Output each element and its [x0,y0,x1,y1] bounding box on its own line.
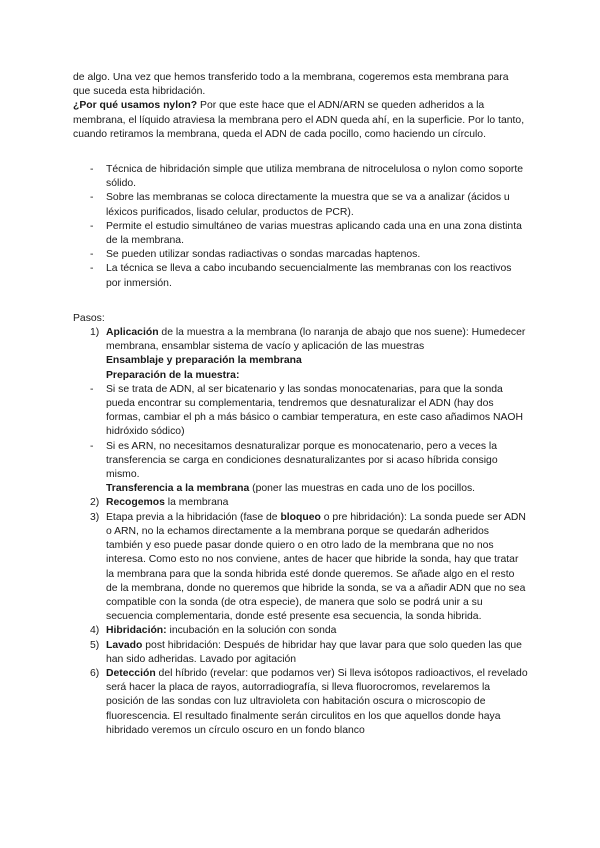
intro-paragraph: de algo. Una vez que hemos transferido todo a la membrana, cogeremos esta membrana para que suceda esta hibridación. [73,72,509,98]
step-5-title: Lavado [106,639,143,651]
dash-marker: - [90,220,94,232]
list-item [73,248,528,262]
list-item-text: Permite el estudio simultáneo de varias muestras aplicando cada una en una zona distinta de la membrana. [106,220,522,247]
list-item [73,163,528,191]
transfer-line [73,482,528,496]
step-number: 2) [90,497,100,509]
sub-list-item-text: Si es ARN, no necesitamos desnaturalizar porque es monocatenario, pero a veces la transferencia se carga en condiciones desnaturalizantes por si acaso híbrida consigo mismo. [106,440,498,481]
list-item [73,191,528,219]
dash-marker: - [90,164,94,176]
steps-label: Pasos: [73,312,105,324]
step-3-title: bloqueo [280,511,321,523]
step-4 [73,624,528,638]
sample-prep-heading: Preparación de la muestra: [106,369,240,381]
step-2-title: Recogemos [106,497,165,509]
sub-list-item [73,383,528,440]
step-2 [73,496,528,510]
transfer-text: (poner las muestras en cada uno de los pocillos. [249,483,476,495]
transfer-title: Transferencia a la membrana [106,483,250,495]
list-item [73,220,528,248]
step-3 [73,511,528,625]
step-1-title: Aplicación [106,327,159,339]
step-4-text: incubación en la solución con sonda [166,625,337,637]
step-1-text: de la muestra a la membrana (lo naranja de abajo que nos suene): Humedecer membrana, ensamblar sistema de vacío y aplicación de las muestras [106,327,526,353]
dash-marker: - [90,249,94,261]
step-6-title: Detección [106,667,156,679]
dash-marker: - [90,192,94,204]
feature-list [73,163,528,291]
sub-list-item-text: Si se trata de ADN, al ser bicatenario y las sondas monocatenarias, para que la sonda pueda encontrar su complementaria, tendremos que desnaturalizar el ADN (hay dos formas, cambiar el ph a más básico o cambiar temperatura, en este caso añadimos NAOH hidróxido sódico) [106,383,523,438]
list-item-text: La técnica se lleva a cabo incubando secuencialmente las membranas con los reactivos por inmersión. [106,263,512,289]
list-item-text: Sobre las membranas se coloca directamente la muestra que se va a analizar (ácidos u léxicos purificados, lisado celular, productos de PCR). [106,192,510,218]
dash-marker: - [90,440,94,452]
step-6-text: del híbrido (revelar: que podamos ver) Si lleva isótopos radioactivos, el revelado será hacer la placa de rayos, autorradiografía, si lleva fluorocromos, revelaremos la posición de las sondas con luz ultravioleta con habitación oscura o microscopio de fluorescencia. El resultado finalmente serán circulitos en los que aquellos donde haya hibridado veremos un círculo oscuro en un fondo blanco [106,667,528,736]
list-item-text: Se pueden utilizar sondas radiactivas o sondas marcadas haptenos. [106,249,421,261]
step-number: 1) [90,327,100,339]
nylon-paragraph [73,99,528,142]
step-6 [73,667,528,738]
dash-marker: - [90,383,94,395]
assembly-heading: Ensamblaje y preparación la membrana [106,355,302,367]
list-item-text: Técnica de hibridación simple que utiliza membrana de nitrocelulosa o nylon como soporte sólido. [106,164,524,190]
nylon-question: ¿Por qué usamos nylon? [73,100,198,112]
sub-list-item [73,440,528,483]
step-number: 6) [90,667,100,679]
step-number: 4) [90,625,100,637]
step-5 [73,639,528,667]
step-2-text: la membrana [164,497,229,509]
step-4-title: Hibridación: [106,625,167,637]
document-page [73,71,528,738]
step-5-text: post hibridación: Después de hibridar hay que lavar para que solo queden las que han sido adheridas. Lavado por agitación [106,639,522,665]
step-1 [73,326,528,383]
nylon-answer: Por que este hace que el ADN/ARN se queden adheridos a la membrana, el líquido atraviesa la membrana pero el ADN queda ahí, en la superficie. Por lo tanto, cuando retiramos la membrana, queda el ADN de cada pocillo, como haciendo un círculo. [73,100,525,140]
step-number: 5) [90,639,100,651]
step-number: 3) [90,511,100,523]
dash-marker: - [90,263,94,275]
list-item [73,262,528,290]
step-3-text-a: Etapa previa a la hibridación (fase de [106,511,281,523]
step-3-text-b: o pre hibridación): La sonda puede ser ADN o ARN, no la echamos directamente a la membrana porque se quedarán adheridos también y eso puede pasar donde quiero o en otro lado de la membrana que no nos interesa. Como esto no nos conviene, antes de hacer que hibride la sonda, hay que tratar la membrana para que la sonda hibrida esté donde queremos. Se añade algo en el resto de la membrana, donde no queremos que hibride la sonda, se va a añadir ADN que no sea compatible con la sonda (de otra especie), de manera que solo se podrá unir a su secuencia complementaria, donde esté presente esa secuencia, la sonda hibrida. [106,511,526,623]
